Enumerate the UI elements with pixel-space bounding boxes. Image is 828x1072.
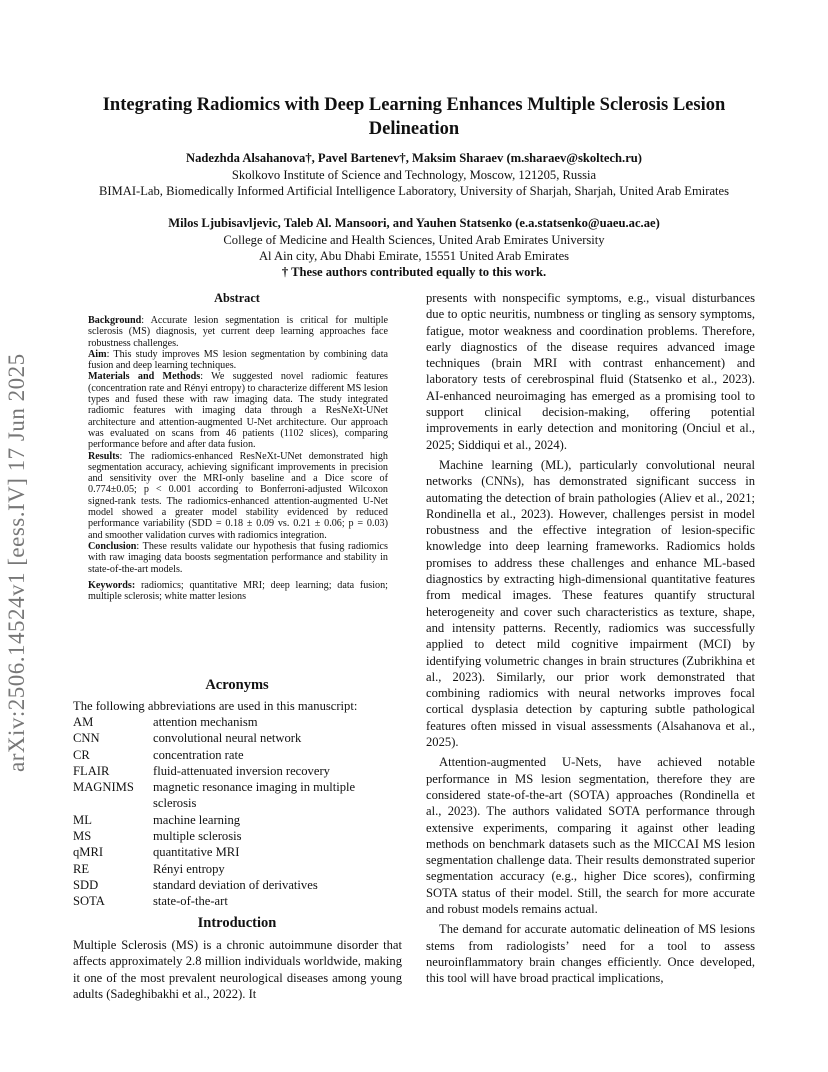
acronym-abbr: SOTA [73, 894, 105, 909]
acronym-definition: machine learning [153, 812, 241, 827]
acronym-row [73, 812, 401, 828]
abstract-conclusion [88, 541, 388, 575]
acronym-abbr: CR [73, 747, 90, 762]
acronym-row [73, 877, 401, 893]
abstract-results-text: : The radiomics-enhanced ResNeXt-UNet demonstrated high segmentation accuracy, achieving significant improvements in precision and sensitivity over the MRI-only baseline and a Dice score of 0.774±0.05; p < 0.001 according to Bonferroni-adjusted Wilcoxon signed-rank tests. The radiomics-enhanced attention-augmented U-Net model showed a greater model stability evidenced by reduced performance variability (SDD = 0.18 ± 0.09 vs. 0.21 ± 0.06; p = 0.03) and smoother validation curves with radiomics integration. [88, 450, 388, 541]
intro-paragraph-1-start: Multiple Sclerosis (MS) is a chronic autoimmune disorder that affects approximately 2.8 million individuals worldwide, making it one of the most prevalent neurological diseases among young adults (Sadeghibakhi et al., 2022). It [73, 938, 402, 1001]
acronym-abbr: qMRI [73, 845, 104, 860]
arxiv-identifier: arXiv:2506.14524v1 [eess.IV] 17 Jun 2025 [4, 353, 29, 772]
acronym-row [73, 779, 401, 812]
acronym-definition: multiple sclerosis [153, 829, 242, 844]
acronym-definition: attention mechanism [153, 715, 258, 729]
acronym-definition: concentration rate [153, 747, 244, 762]
abstract-heading: Abstract [214, 291, 260, 305]
abstract-conclusion-text: : These results validate our hypothesis that fusing radiomics with raw imaging data boosts segmentation performance and stability in state-of-the-art models. [88, 540, 388, 575]
abstract-methods [88, 371, 388, 450]
intro-paragraph-4: The demand for accurate automatic delineation of MS lesions stems from radiologists’ need for a tool to assess neuroinflammatory brain changes efficiently. Once developed, this tool will have broad practical implications, [426, 922, 755, 986]
acronym-abbr: FLAIR [73, 763, 110, 778]
acronym-row [73, 861, 401, 877]
abstract-results [88, 451, 388, 541]
acronym-row [73, 714, 401, 730]
acronym-abbr: MS [73, 829, 92, 844]
intro-left-column [73, 937, 402, 1002]
acronyms-heading: Acronyms [205, 677, 269, 693]
acronym-abbr: MAGNIMS [73, 780, 134, 795]
introduction-heading: Introduction [197, 915, 277, 931]
abstract-aim [88, 349, 388, 372]
abstract-methods-text: : We suggested novel radiomic features (concentration rate and Rényi entropy) to characterize different MS lesion types and fused these with raw imaging data. The study integrated radiomic features with imaging data through a ResNeXt-UNet architecture and attention-augmented U-Net architecture. Our approach was evaluated on scans from 46 patients (1102 slices), comparing performance before and after data fusion. [88, 371, 389, 451]
abstract-conclusion-label: Conclusion [88, 540, 137, 552]
acronyms-table [73, 714, 401, 910]
authors-group-2: Milos Ljubisavljevic, Taleb Al. Mansoori, and Yauhen Statsenko (e.a.statsenko@uaeu.ac.ae) [168, 216, 660, 230]
equal-contribution-note: † These authors contributed equally to this work. [281, 265, 547, 279]
acronym-definition: Rényi entropy [153, 861, 225, 876]
abstract-results-label: Results [88, 450, 120, 462]
intro-paragraph-2: Machine learning (ML), particularly convolutional neural networks (CNNs), has demonstrated significant success in automating the detection of brain pathologies (Aliev et al., 2021; Rondinella et al., 2023). However, challenges persist in model robustness and the effective integration of lesion-specific knowledge into deep learning frameworks. Radiomics holds promises to address these challenges and enhance ML-based diagnostics by extracting high-dimensional quantitative features from medical images. These features quantify structural heterogeneity and cover such characteristics as texture, shape, and intensity patterns. Recently, radiomics was successfully applied to detect mild cognitive impairment (MCI) by identifying volumetric changes in brain structures (Zubrikhina et al., 2023). Similarly, our prior work demonstrated that combining radiomics with neural networks improves focal cortical dysplasia detection by capturing subtle pathological features often missed in visual assessments (Alsahanova et al., 2025). [426, 457, 755, 750]
acronym-definition: fluid-attenuated inversion recovery [153, 763, 330, 778]
keywords-label: Keywords: [88, 579, 136, 591]
acronym-row [73, 730, 401, 746]
keywords [88, 580, 388, 603]
right-column [426, 290, 755, 990]
abstract-aim-label: Aim [88, 348, 107, 360]
acronym-row [73, 893, 401, 909]
affiliation-sharjah: BIMAI-Lab, Biomedically Informed Artificial Intelligence Laboratory, University of Sharjah, Sharjah, United Arab Emirates [98, 184, 730, 198]
acronym-abbr: AM [73, 715, 94, 729]
affiliation-uaeu-address: Al Ain city, Abu Dhabi Emirate, 15551 United Arab Emirates [258, 249, 570, 263]
affiliation-skoltech: Skolkovo Institute of Science and Technology, Moscow, 121205, Russia [231, 168, 597, 182]
acronym-definition: quantitative MRI [153, 845, 240, 860]
abstract-methods-label: Materials and Methods [88, 371, 201, 383]
intro-paragraph-1-cont: presents with nonspecific symptoms, e.g., visual disturbances due to optic neuritis, numbness or tingling as sensory symptoms, fatigue, motor weakness and coordination problems. Therefore, early diagnostics of the disease requires advanced image techniques (brain MRI with contrast enhancement) and laboratory tests of cerebrospinal fluid (Statsenko et al., 2023). AI-enhanced neuroimaging has emerged as a promising tool to support clinical decision-making, offering potential improvements in early detection and monitoring (Onciul et al., 2025; Siddiqui et al., 2024). [426, 291, 755, 452]
acronym-abbr: RE [73, 861, 90, 876]
acronyms-intro: The following abbreviations are used in this manuscript: [73, 699, 358, 713]
acronym-abbr: ML [73, 812, 92, 827]
affiliation-uaeu: College of Medicine and Health Sciences, United Arab Emirates University [223, 233, 605, 247]
acronym-definition: state-of-the-art [153, 894, 228, 909]
acronym-abbr: SDD [73, 877, 99, 892]
abstract-background-label: Background [88, 315, 142, 326]
abstract-aim-text: : This study improves MS lesion segmentation by combining data fusion and deep learning techniques. [88, 348, 388, 372]
keywords-text: radiomics; quantitative MRI; deep learning; data fusion; multiple sclerosis; white matter lesions [88, 579, 388, 603]
abstract-background-text: : Accurate lesion segmentation is critical for multiple sclerosis (MS) diagnosis, yet current deep learning approaches face robustness challenges. [88, 315, 388, 349]
acronym-row [73, 844, 401, 860]
acronym-definition: convolutional neural network [153, 731, 302, 746]
intro-paragraph-3: Attention-augmented U-Nets, have achieved notable performance in MS lesion segmentation, therefore they are considered state-of-the-art (SOTA) approaches (Rondinella et al., 2023). The authors validated SOTA performance through extensive experiments, comparing it against other leading methods on benchmark datasets such as the MICCAI MS lesion segmentation challenge data. Their results demonstrated superior segmentation accuracy (e.g., higher Dice scores), confirming SOTA status of their model. Still, the search for more accurate and robust models remains actual. [426, 755, 755, 916]
acronym-abbr: CNN [73, 731, 100, 746]
acronym-row [73, 828, 401, 844]
abstract-body [88, 315, 388, 602]
acronym-definition: standard deviation of derivatives [153, 877, 318, 892]
abstract-background [88, 315, 388, 349]
acronym-definition: magnetic resonance imaging in multiple sclerosis [153, 780, 356, 811]
acronym-row [73, 763, 401, 779]
acronym-row [73, 747, 401, 763]
paper-title: Integrating Radiomics with Deep Learning Enhances Multiple Sclerosis Lesion Delineation [102, 95, 726, 139]
authors-group-1: Nadezhda Alsahanova†, Pavel Bartenev†, Maksim Sharaev (m.sharaev@skoltech.ru) [186, 151, 642, 165]
